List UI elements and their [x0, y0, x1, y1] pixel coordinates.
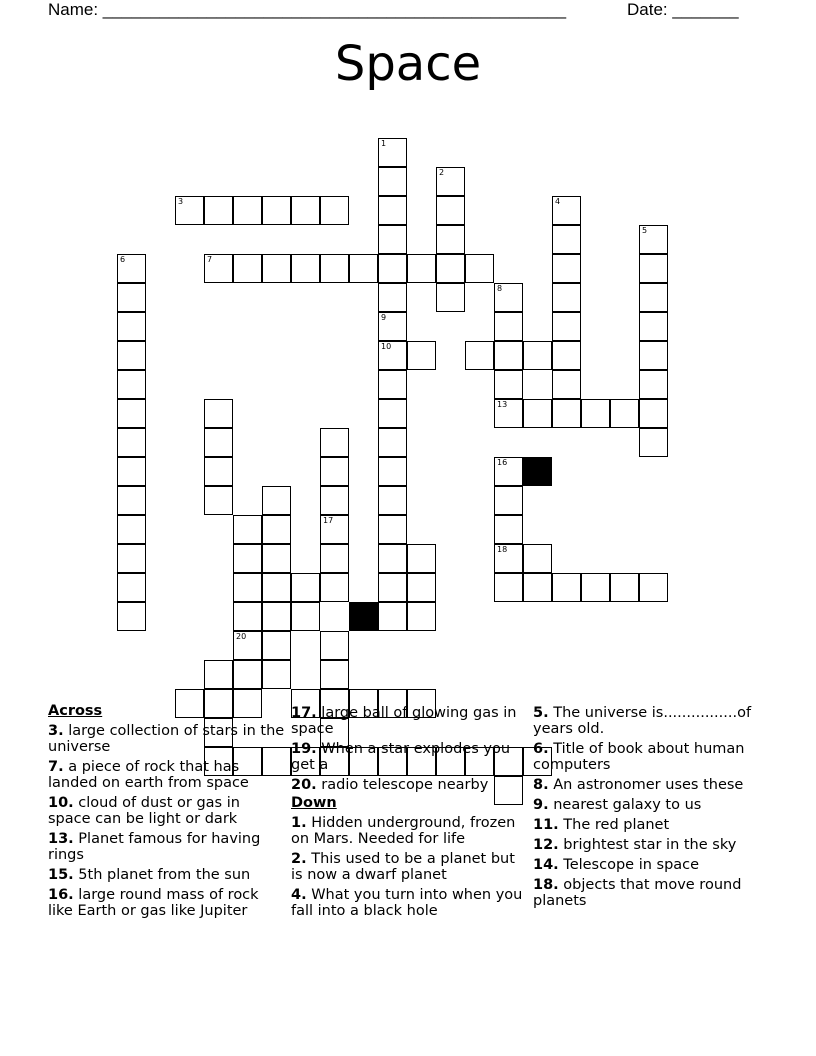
grid-cell[interactable] [552, 341, 581, 370]
clue-number: 8 [497, 284, 503, 293]
grid-cell[interactable] [407, 602, 436, 631]
grid-cell[interactable] [523, 544, 552, 573]
grid-cell[interactable] [262, 196, 291, 225]
clue-item-text: The universe is................of years old. [533, 705, 752, 737]
grid-cell[interactable] [204, 399, 233, 428]
grid-cell[interactable] [262, 602, 291, 631]
clue-item-number: 7. [48, 759, 64, 775]
clue-item-text: brightest star in the sky [558, 837, 737, 853]
grid-cell[interactable] [494, 283, 523, 312]
grid-cell[interactable] [204, 486, 233, 515]
grid-cell[interactable] [117, 573, 146, 602]
grid-cell[interactable] [117, 515, 146, 544]
grid-cell[interactable] [378, 312, 407, 341]
grid-cell[interactable] [204, 196, 233, 225]
clue-item-number: 12. [533, 837, 559, 853]
clue-item-number: 19. [291, 741, 317, 757]
clue-item [291, 705, 529, 737]
clue-item [533, 797, 771, 813]
grid-cell[interactable] [639, 370, 668, 399]
grid-cell[interactable] [320, 631, 349, 660]
clue-item-text: large collection of stars in the universe [48, 723, 285, 755]
grid-cell[interactable] [204, 428, 233, 457]
grid-cell[interactable] [523, 399, 552, 428]
clue-item [291, 851, 529, 883]
grid-cell[interactable] [639, 312, 668, 341]
clue-number: 10 [381, 342, 392, 351]
grid-cell[interactable] [465, 254, 494, 283]
clue-item-number: 10. [48, 795, 74, 811]
clue-item [48, 867, 286, 883]
clue-item-text: large ball of glowing gas in space [291, 705, 517, 737]
grid-cell[interactable] [262, 486, 291, 515]
grid-cell[interactable] [610, 573, 639, 602]
grid-cell[interactable] [262, 515, 291, 544]
grid-cell[interactable] [204, 660, 233, 689]
clue-item-number: 5. [533, 705, 549, 721]
grid-cell[interactable] [175, 196, 204, 225]
clue-item [48, 831, 286, 863]
grid-cell[interactable] [494, 544, 523, 573]
grid-cell[interactable] [552, 225, 581, 254]
clue-item-text: The red planet [558, 817, 670, 833]
grid-cell[interactable] [117, 341, 146, 370]
clue-item-number: 14. [533, 857, 559, 873]
grid-cell[interactable] [262, 573, 291, 602]
grid-cell[interactable] [320, 515, 349, 544]
grid-cell[interactable] [262, 631, 291, 660]
clue-section-heading: Across [48, 703, 103, 719]
clue-item-text: An astronomer uses these [548, 777, 744, 793]
clue-number: 17 [323, 516, 334, 525]
grid-cell[interactable] [233, 573, 262, 602]
clue-item-text: cloud of dust or gas in space can be light or dark [48, 795, 240, 827]
grid-cell[interactable] [233, 196, 262, 225]
clue-item-text: radio telescope nearby [316, 777, 489, 793]
date-field-label: Date: _______ [627, 0, 739, 19]
clue-item-number: 17. [291, 705, 317, 721]
clue-item-text: Planet famous for having rings [48, 831, 261, 863]
grid-cell[interactable] [407, 341, 436, 370]
clue-item [48, 795, 286, 827]
grid-cell[interactable] [378, 254, 407, 283]
clue-item-number: 9. [533, 797, 549, 813]
grid-cell[interactable] [378, 515, 407, 544]
clue-column-3 [533, 701, 771, 909]
grid-cell[interactable] [610, 399, 639, 428]
grid-cell[interactable] [233, 515, 262, 544]
grid-cell[interactable] [320, 660, 349, 689]
grid-cell[interactable] [552, 254, 581, 283]
clue-item-number: 18. [533, 877, 559, 893]
clue-column-2 [291, 701, 529, 919]
clue-item [533, 777, 771, 793]
grid-cell[interactable] [523, 573, 552, 602]
grid-cell[interactable] [436, 167, 465, 196]
grid-cell[interactable] [639, 573, 668, 602]
grid-cell[interactable] [581, 399, 610, 428]
grid-cell[interactable] [436, 196, 465, 225]
clue-item-text: 5th planet from the sun [73, 867, 251, 883]
grid-cell[interactable] [639, 428, 668, 457]
grid-cell[interactable] [552, 196, 581, 225]
grid-cell[interactable] [639, 254, 668, 283]
grid-cell[interactable] [494, 399, 523, 428]
grid-cell[interactable] [204, 254, 233, 283]
grid-cell[interactable] [378, 399, 407, 428]
grid-cell[interactable] [320, 196, 349, 225]
clue-item-number: 3. [48, 723, 64, 739]
grid-cell[interactable] [378, 457, 407, 486]
grid-cell[interactable] [494, 573, 523, 602]
grid-cell[interactable] [117, 428, 146, 457]
grid-cell[interactable] [465, 341, 494, 370]
clue-item [291, 741, 529, 773]
clue-item-number: 11. [533, 817, 559, 833]
clue-item [291, 815, 529, 847]
clue-number: 4 [555, 197, 561, 206]
clue-item-text: objects that move round planets [533, 877, 742, 909]
clue-item-text: This used to be a planet but is now a dwarf planet [291, 851, 515, 883]
grid-cell[interactable] [639, 341, 668, 370]
grid-cell[interactable] [233, 544, 262, 573]
clue-item [533, 741, 771, 773]
name-field-label: Name: _________________________________________________ [48, 0, 567, 19]
clue-item-number: 20. [291, 777, 317, 793]
clue-item-number: 15. [48, 867, 74, 883]
grid-cell[interactable] [378, 196, 407, 225]
grid-cell[interactable] [262, 544, 291, 573]
grid-cell[interactable] [407, 254, 436, 283]
clue-item [533, 705, 771, 737]
grid-cell[interactable] [291, 602, 320, 631]
clue-number: 6 [120, 255, 126, 264]
grid-cell[interactable] [581, 573, 610, 602]
clue-section-heading: Down [291, 795, 337, 811]
clue-item-number: 4. [291, 887, 307, 903]
clue-item-text: nearest galaxy to us [548, 797, 702, 813]
grid-cell[interactable] [117, 254, 146, 283]
grid-cell[interactable] [494, 312, 523, 341]
clue-item [291, 887, 529, 919]
clue-number: 9 [381, 313, 387, 322]
clue-number: 7 [207, 255, 213, 264]
grid-cell[interactable] [320, 486, 349, 515]
grid-cell[interactable] [378, 486, 407, 515]
grid-cell[interactable] [436, 283, 465, 312]
grid-cell[interactable] [117, 486, 146, 515]
grid-cell[interactable] [117, 283, 146, 312]
grid-cell[interactable] [639, 399, 668, 428]
clue-item-number: 13. [48, 831, 74, 847]
grid-cell[interactable] [291, 196, 320, 225]
clue-item-number: 16. [48, 887, 74, 903]
grid-cell[interactable] [378, 167, 407, 196]
grid-block [523, 457, 552, 486]
grid-cell[interactable] [117, 399, 146, 428]
grid-cell[interactable] [233, 602, 262, 631]
clue-item [48, 759, 286, 791]
clue-item-text: Telescope in space [558, 857, 700, 873]
clue-number: 16 [497, 458, 508, 467]
grid-cell[interactable] [378, 573, 407, 602]
grid-cell[interactable] [349, 254, 378, 283]
clue-item [48, 887, 286, 919]
page-title: Space [334, 36, 482, 92]
grid-cell[interactable] [494, 341, 523, 370]
grid-cell[interactable] [494, 486, 523, 515]
grid-cell[interactable] [378, 225, 407, 254]
grid-cell[interactable] [378, 544, 407, 573]
grid-cell[interactable] [639, 225, 668, 254]
grid-cell[interactable] [233, 660, 262, 689]
clue-item-number: 1. [291, 815, 307, 831]
grid-cell[interactable] [552, 312, 581, 341]
grid-cell[interactable] [262, 254, 291, 283]
clue-item-text: large round mass of rock like Earth or gas like Jupiter [48, 887, 259, 919]
grid-cell[interactable] [320, 544, 349, 573]
grid-cell[interactable] [117, 457, 146, 486]
grid-cell[interactable] [233, 254, 262, 283]
grid-cell[interactable] [291, 573, 320, 602]
grid-cell[interactable] [117, 602, 146, 631]
clue-item-text: Title of book about human computers [533, 741, 745, 773]
grid-cell[interactable] [378, 283, 407, 312]
grid-cell[interactable] [320, 254, 349, 283]
clue-number: 13 [497, 400, 508, 409]
grid-block [349, 602, 378, 631]
clue-item-number: 6. [533, 741, 549, 757]
clue-item-text: a piece of rock that has landed on earth from space [48, 759, 249, 791]
clue-number: 2 [439, 168, 445, 177]
clue-item [533, 877, 771, 909]
grid-cell[interactable] [407, 573, 436, 602]
clue-item-text: When a star explodes you get a [291, 741, 511, 773]
grid-cell[interactable] [262, 660, 291, 689]
clue-number: 1 [381, 139, 387, 148]
clue-column-1 [48, 701, 286, 919]
grid-cell[interactable] [320, 428, 349, 457]
clue-item [533, 837, 771, 853]
grid-cell[interactable] [552, 283, 581, 312]
clue-number: 18 [497, 545, 508, 554]
grid-cell[interactable] [552, 370, 581, 399]
grid-cell[interactable] [378, 370, 407, 399]
clue-item-number: 8. [533, 777, 549, 793]
clue-item [291, 777, 529, 793]
grid-cell[interactable] [436, 225, 465, 254]
clue-item [48, 723, 286, 755]
grid-cell[interactable] [117, 312, 146, 341]
grid-cell[interactable] [378, 341, 407, 370]
clue-item-number: 2. [291, 851, 307, 867]
grid-cell[interactable] [552, 573, 581, 602]
grid-cell[interactable] [523, 341, 552, 370]
grid-cell[interactable] [233, 631, 262, 660]
grid-cell[interactable] [204, 457, 233, 486]
clue-item-text: What you turn into when you fall into a black hole [291, 887, 523, 919]
clue-item [533, 817, 771, 833]
grid-cell[interactable] [407, 544, 436, 573]
grid-cell[interactable] [378, 428, 407, 457]
clue-number: 3 [178, 197, 184, 206]
grid-cell[interactable] [436, 254, 465, 283]
grid-cell[interactable] [378, 602, 407, 631]
grid-cell[interactable] [320, 573, 349, 602]
clue-item [533, 857, 771, 873]
grid-cell[interactable] [117, 544, 146, 573]
grid-cell[interactable] [117, 370, 146, 399]
grid-cell[interactable] [494, 457, 523, 486]
grid-cell[interactable] [378, 138, 407, 167]
clue-number: 20 [236, 632, 247, 641]
clue-item-text: Hidden underground, frozen on Mars. Needed for life [291, 815, 516, 847]
grid-cell[interactable] [320, 457, 349, 486]
grid-cell[interactable] [494, 515, 523, 544]
grid-cell[interactable] [291, 254, 320, 283]
grid-cell[interactable] [494, 370, 523, 399]
grid-cell[interactable] [639, 283, 668, 312]
clue-number: 5 [642, 226, 648, 235]
grid-cell[interactable] [552, 399, 581, 428]
